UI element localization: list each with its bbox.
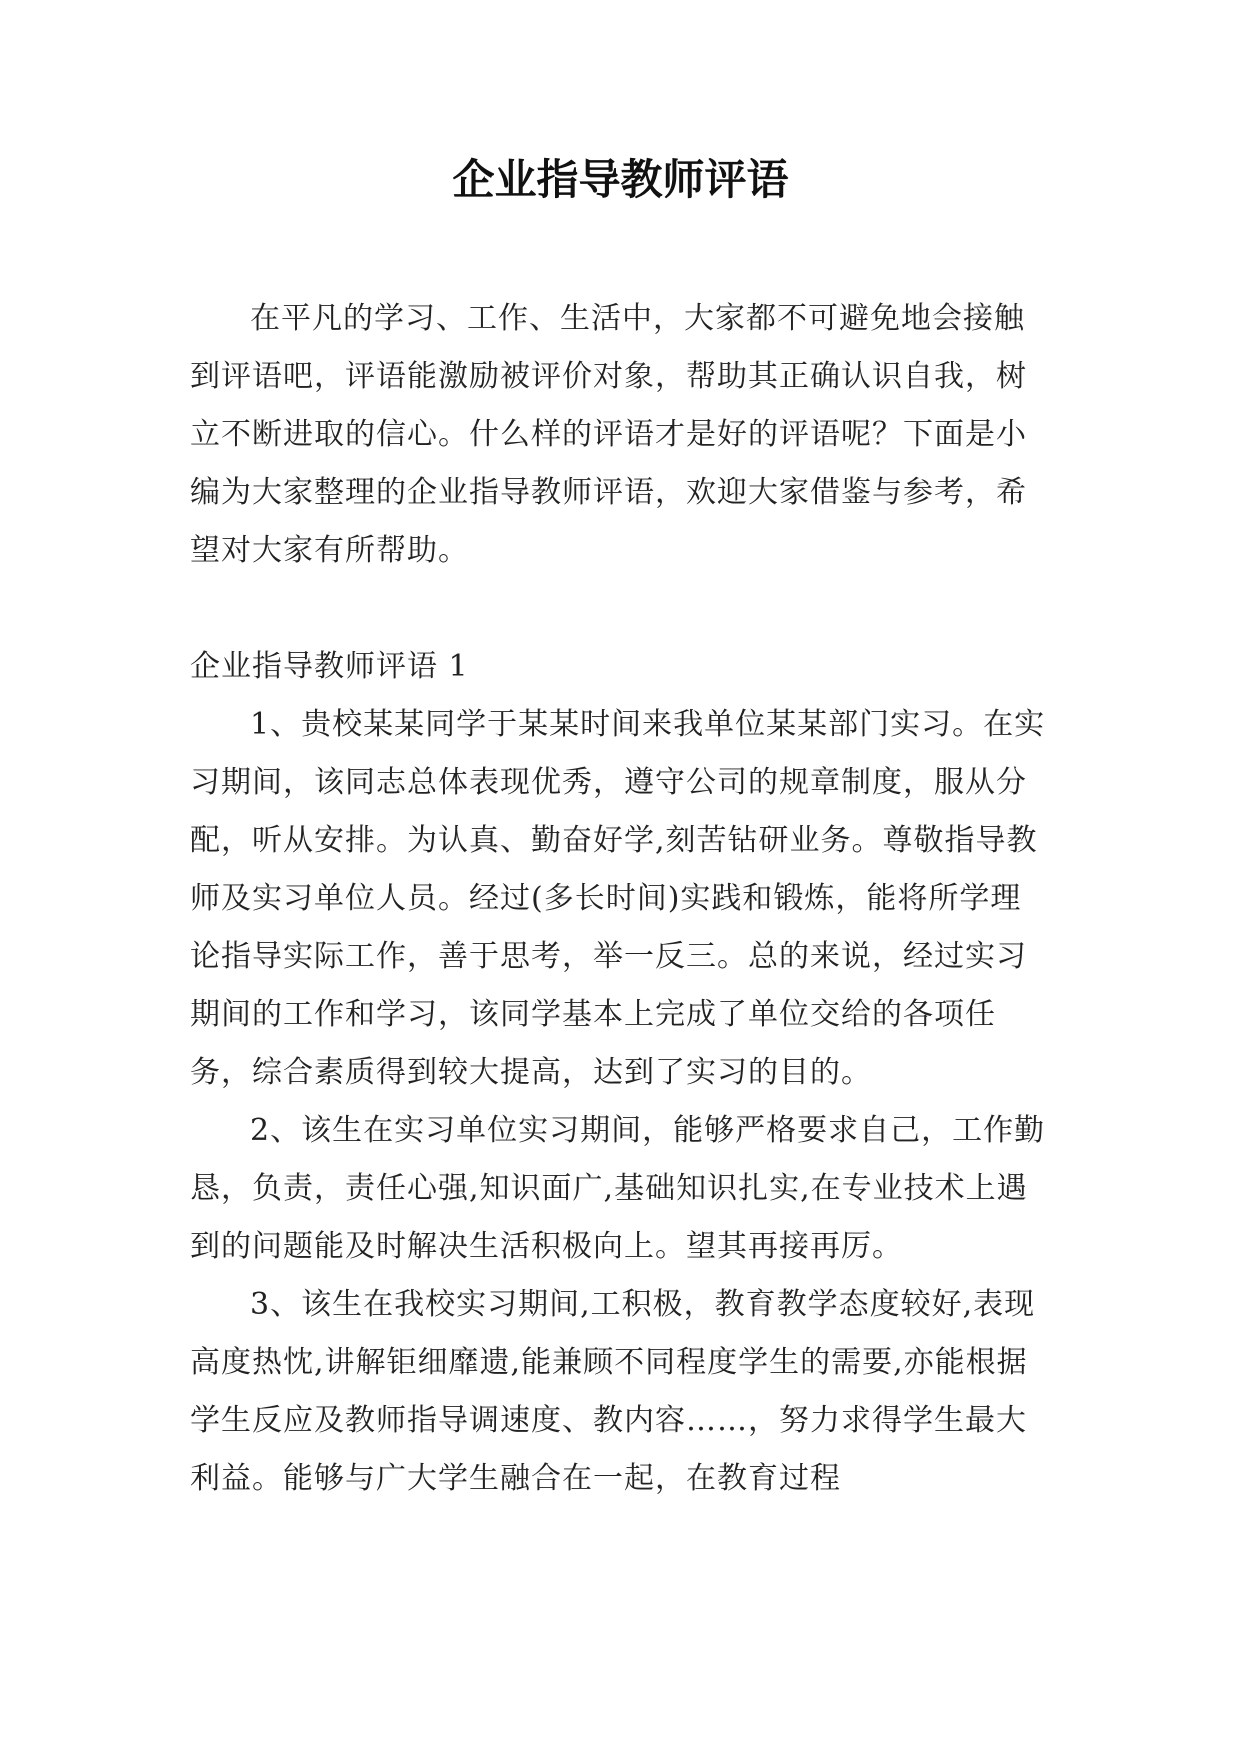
comment-paragraph-1: 1、贵校某某同学于某某时间来我单位某某部门实习。在实习期间，该同志总体表现优秀，遵守公司的规章制度，服从分配，听从安排。为认真、勤奋好学,刻苦钻研业务。尊敬指导教师及实习单位人员。经过(多长时间)实践和锻炼，能将所学理论指导实际工作，善于思考，举一反三。总的来说，经过实习期间的工作和学习，该同学基本上完成了单位交给的各项任务，综合素质得到较大提高，达到了实习的目的。: [190, 707, 1046, 1090]
document-body: [190, 290, 1050, 1508]
document-title: 企业指导教师评语: [452, 155, 789, 204]
intro-paragraph: 在平凡的学习、工作、生活中，大家都不可避免地会接触到评语吧，评语能激励被评价对象，帮助其正确认识自我，树立不断进取的信心。什么样的评语才是好的评语呢？下面是小编为大家整理的企业指导教师评语，欢迎大家借鉴与参考，希望对大家有所帮助。: [190, 301, 1027, 568]
comment-paragraph-3: 3、该生在我校实习期间,工积极，教育教学态度较好,表现高度热忱,讲解钜细靡遗,能兼顾不同程度学生的需要,亦能根据学生反应及教师指导调速度、教内容……，努力求得学生最大利益。能够与广大学生融合在一起，在教育过程: [190, 1287, 1036, 1496]
comment-paragraph-2: 2、该生在实习单位实习期间，能够严格要求自己，工作勤恳，负责，责任心强,知识面广,基础知识扎实,在专业技术上遇到的问题能及时解决生活积极向上。望其再接再厉。: [190, 1113, 1046, 1264]
section-heading: 企业指导教师评语 1: [190, 649, 469, 684]
